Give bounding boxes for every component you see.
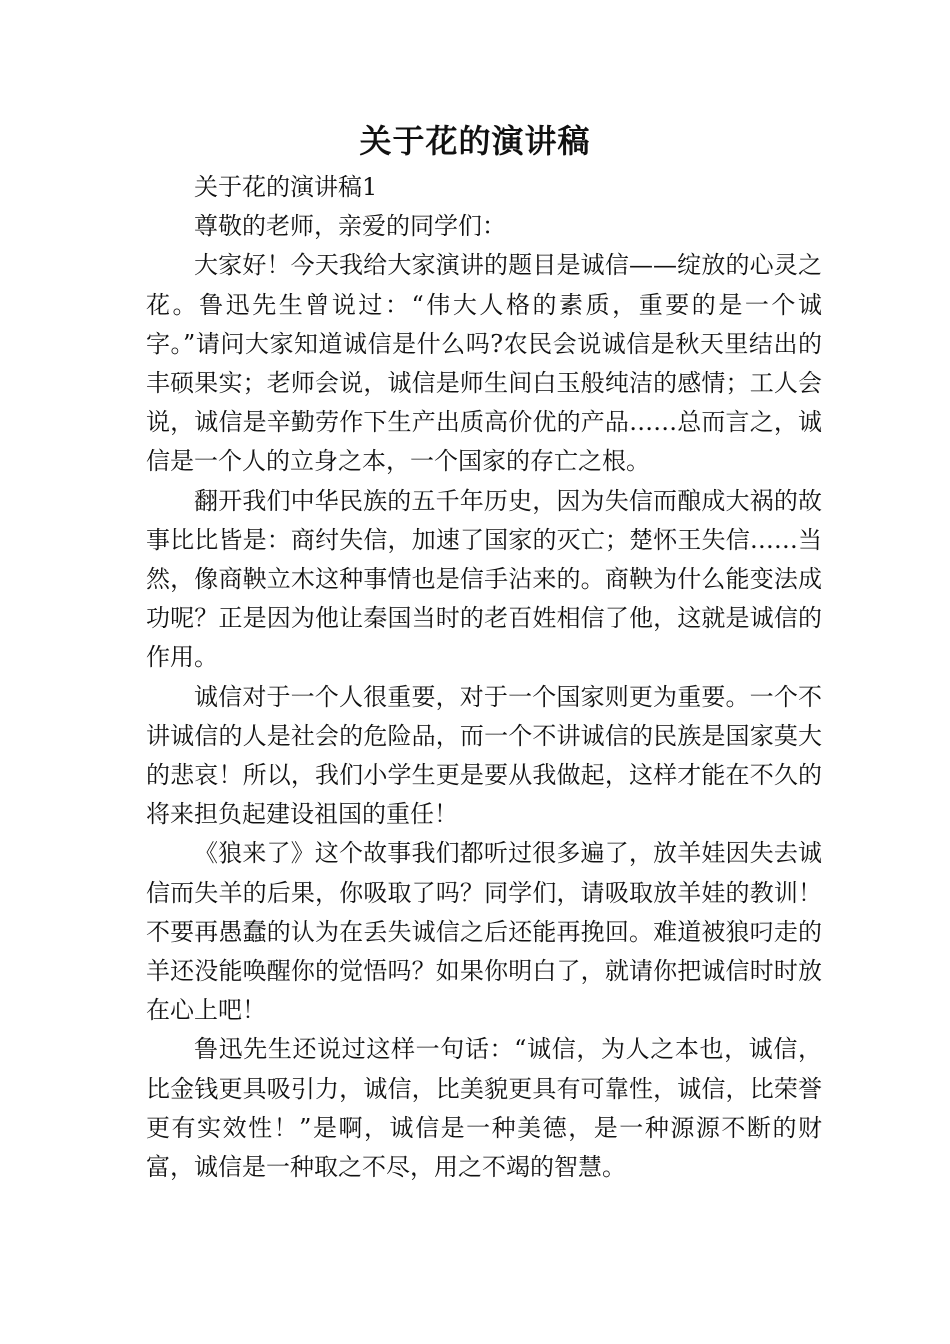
paragraph: 鲁迅先生还说过这样一句话：“诚信，为人之本也，诚信，比金钱更具吸引力，诚信，比美貌更具有可靠性，诚信，比荣誉更有实效性！”是啊，诚信是一种美德，是一种源源不断的财富，诚信是一种取之不尽，用之不竭的智慧。: [146, 1035, 822, 1182]
paragraph-greeting: 尊敬的老师，亲爱的同学们：: [194, 212, 506, 241]
document-title: 关于花的演讲稿: [359, 122, 591, 160]
document-body: [146, 168, 822, 1187]
paragraph: 翻开我们中华民族的五千年历史，因为失信而酿成大祸的故事比比皆是：商纣失信，加速了国家的灭亡；楚怀王失信……当然，像商鞅立木这种事情也是信手沾来的。商鞅为什么能变法成功呢？正是因为他让秦国当时的老百姓相信了他，这就是诚信的作用。: [146, 486, 822, 672]
paragraph: 《狼来了》这个故事我们都听过很多遍了，放羊娃因失去诚信而失羊的后果，你吸取了吗？同学们，请吸取放羊娃的教训！不要再愚蠢的认为在丢失诚信之后还能再挽回。难道被狼叼走的羊还没能唤醒你的觉悟吗？如果你明白了，就请你把诚信时时放在心上吧！: [146, 839, 822, 1025]
paragraph-subtitle: 关于花的演讲稿1: [194, 173, 378, 201]
paragraph: 大家好！今天我给大家演讲的题目是诚信——绽放的心灵之花。鲁迅先生曾说过：“伟大人格的素质，重要的是一个诚字。”请问大家知道诚信是什么吗?农民会说诚信是秋天里结出的丰硕果实；老师会说，诚信是师生间白玉般纯洁的感情；工人会说，诚信是辛勤劳作下生产出质高价优的产品……总而言之，诚信是一个人的立身之本，一个国家的存亡之根。: [146, 251, 822, 476]
paragraph: 诚信对于一个人很重要，对于一个国家则更为重要。一个不讲诚信的人是社会的危险品，而一个不讲诚信的民族是国家莫大的悲哀！所以，我们小学生更是要从我做起，这样才能在不久的将来担负起建设祖国的重任！: [146, 682, 822, 829]
